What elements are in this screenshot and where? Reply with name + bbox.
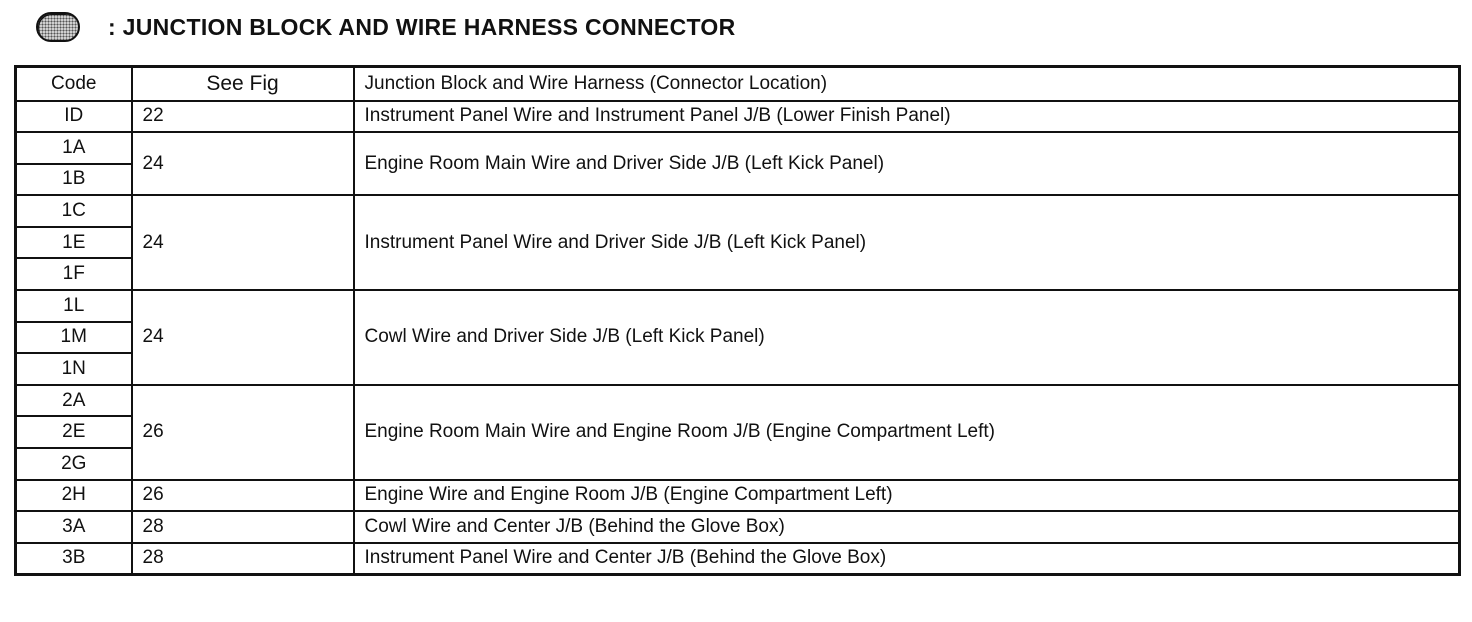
see-fig-cell: 28 (132, 511, 354, 543)
table-row (16, 290, 1460, 322)
code-cell: 1C (16, 195, 132, 227)
table-row (16, 132, 1460, 164)
location-description-cell: Cowl Wire and Driver Side J/B (Left Kick Panel) (354, 290, 1460, 385)
code-cell: 3B (16, 543, 132, 575)
location-description-cell: Instrument Panel Wire and Driver Side J/B (Left Kick Panel) (354, 195, 1460, 290)
table-row (16, 480, 1460, 512)
code-cell: 1B (16, 164, 132, 196)
code-cell: 1L (16, 290, 132, 322)
see-fig-cell: 28 (132, 543, 354, 575)
connector-table (14, 65, 1461, 576)
page-title: : JUNCTION BLOCK AND WIRE HARNESS CONNECTOR (108, 13, 736, 40)
code-cell: 2A (16, 385, 132, 417)
see-fig-cell: 24 (132, 290, 354, 385)
see-fig-cell: 26 (132, 480, 354, 512)
code-cell: 1M (16, 322, 132, 354)
location-description-cell: Engine Room Main Wire and Driver Side J/B (Left Kick Panel) (354, 132, 1460, 195)
code-cell: 1N (16, 353, 132, 385)
see-fig-cell: 22 (132, 101, 354, 133)
table-row (16, 543, 1460, 575)
column-header-code: Code (16, 67, 132, 101)
code-cell: 1E (16, 227, 132, 259)
code-cell: 1A (16, 132, 132, 164)
see-fig-cell: 24 (132, 195, 354, 290)
see-fig-cell: 26 (132, 385, 354, 480)
code-cell: ID (16, 101, 132, 133)
code-cell: 2G (16, 448, 132, 480)
location-description-cell: Cowl Wire and Center J/B (Behind the Glove Box) (354, 511, 1460, 543)
code-cell: 1F (16, 258, 132, 290)
table-row (16, 195, 1460, 227)
table-row (16, 101, 1460, 133)
location-description-cell: Instrument Panel Wire and Center J/B (Behind the Glove Box) (354, 543, 1460, 575)
code-cell: 2H (16, 480, 132, 512)
table-body (16, 101, 1460, 575)
table-row (16, 385, 1460, 417)
connector-icon (36, 12, 80, 42)
column-header-description: Junction Block and Wire Harness (Connector Location) (354, 67, 1460, 101)
code-cell: 2E (16, 416, 132, 448)
location-description-cell: Engine Wire and Engine Room J/B (Engine Compartment Left) (354, 480, 1460, 512)
page-header (36, 8, 736, 46)
table-header-row (16, 67, 1460, 101)
column-header-see-fig: See Fig (132, 67, 354, 101)
table-row (16, 511, 1460, 543)
location-description-cell: Instrument Panel Wire and Instrument Panel J/B (Lower Finish Panel) (354, 101, 1460, 133)
code-cell: 3A (16, 511, 132, 543)
location-description-cell: Engine Room Main Wire and Engine Room J/B (Engine Compartment Left) (354, 385, 1460, 480)
see-fig-cell: 24 (132, 132, 354, 195)
